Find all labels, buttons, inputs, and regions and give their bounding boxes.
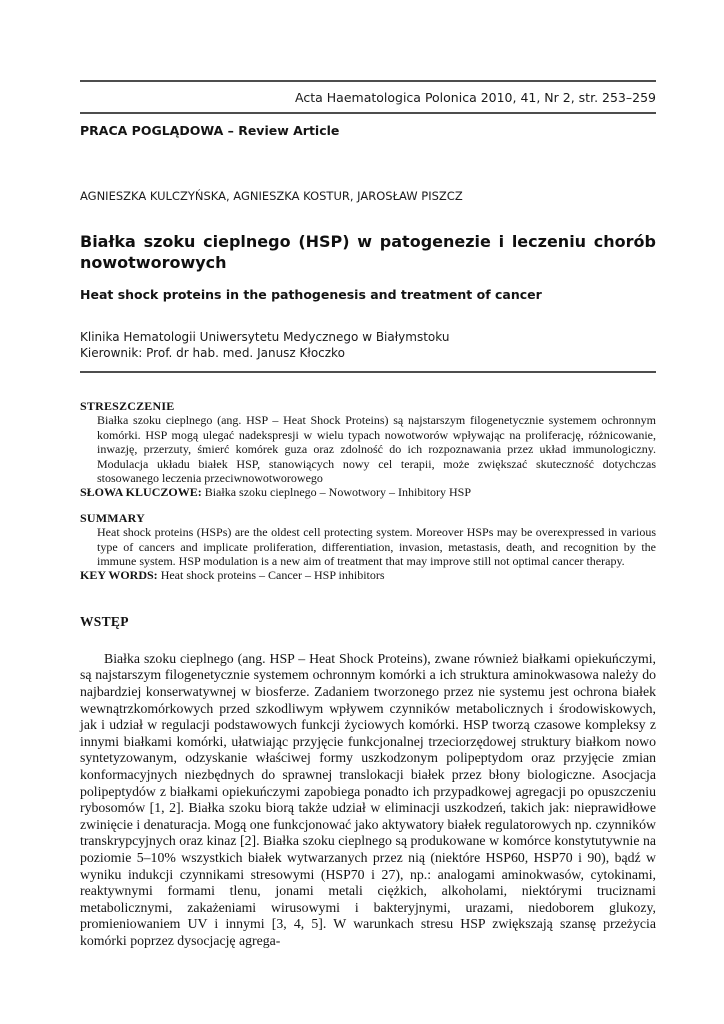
abstract-pl-body: Białka szoku cieplnego (ang. HSP – Heat Shock Proteins) są najstarszym filogenetycznie systemem ochronnym komórki. HSP mogą ulegać nadekspresji w wielu typach nowotworów wpływając na proliferację, różnicowanie, inwazję, przerzuty, śmierć komórek guza oraz zdolność do ich rozpoznawania przez układ immunologiczny. Modulacja układu białek HSP, stanowiących nowy cel terapii, może zwiększać skuteczność dotychczas stosowanego leczenia przeciwnowotworowego	[97, 413, 656, 486]
abstract-en-keywords-label: KEY WORDS:	[80, 568, 158, 583]
intro-paragraph: Białka szoku cieplnego (ang. HSP – Heat Shock Proteins), zwane również białkami opiekuńczymi, są najstarszym filogenetycznie systemem ochronnym komórki a ich struktura aminokwasowa należy do najbardziej konserwatywnej w biosferze. Zadaniem tworzonego przez nie systemu jest ochrona białek wewnątrzkomórkowych przed szkodliwym wpływem czynników metabolicznych i środowiskowych, jak i udział w regulacji podstawowych funkcji życiowych komórki. HSP tworzą czasowe kompleksy z innymi białkami komórki, ułatwiając przyjęcie funkcjonalnej trzeciorzędowej struktury białkom nowo syntetyzowanym, odzyskanie właściwej formy uszkodzonym polipeptydom oraz przyjęcie zmian konformacyjnych niezbędnych do sprawnej translokacji białek przez błony biologiczne. Asocjacja polipeptydów z białkami opiekuńczymi zapobiega ponadto ich przypadkowej agregacji po opuszczeniu rybosomów [1, 2]. Białka szoku biorą także udział w eliminacji uszkodzeń, takich jak: nieprawidłowe zwinięcie i denaturacja. Mogą one funkcjonować jako aktywatory białek regulatorowych np. czynników transkrypcyjnych oraz kinaz [2]. Białka szoku cieplnego są produkowane w komórce konstytutywnie na poziomie 5–10% wszystkich białek wytwarzanych przez nią (niektóre HSP60, HSP70 i 90), bądź w wyniku indukcji czynnikami stresowymi (HSP70 i 27), np.: analogami aminokwasów, cytokinami, reaktywnymi formami tlenu, jonami metali ciężkich, alkoholami, niektórymi truciznami metabolicznymi, zakażeniami wirusowymi i bakteryjnymi, urazami, niedoborem glukozy, promieniowaniem UV i innymi [3, 4, 5]. W warunkach stresu HSP zwiększają szansę przeżycia komórki poprzez dysocjację agrega-	[80, 650, 656, 948]
page-content	[80, 0, 656, 950]
abstract-en-heading: SUMMARY	[80, 510, 145, 525]
affiliation-rule	[80, 371, 656, 373]
article-title-pl-line2: nowotworowych	[80, 253, 227, 272]
affiliation-line: Klinika Hematologii Uniwersytetu Medycznego w Białymstoku	[80, 330, 450, 344]
affiliation-head-line: Kierownik: Prof. dr hab. med. Janusz Kłoczko	[80, 345, 345, 360]
affiliation-block	[80, 330, 656, 361]
article-title-pl	[80, 231, 656, 273]
abstract-pl-heading: STRESZCZENIE	[80, 399, 175, 413]
abstract-pl-keywords-text: Białka szoku cieplnego – Nowotwory – Inhibitory HSP	[201, 485, 472, 500]
article-type-label: PRACA POGLĄDOWA – Review Article	[80, 123, 340, 138]
abstract-english	[80, 511, 656, 583]
article-title-en: Heat shock proteins in the pathogenesis and treatment of cancer	[80, 287, 542, 302]
abstract-en-keywords	[80, 568, 656, 582]
journal-citation: Acta Haematologica Polonica 2010, 41, Nr 2, str. 253–259	[295, 90, 656, 105]
authors-line: AGNIESZKA KULCZYŃSKA, AGNIESZKA KOSTUR, JAROSŁAW PISZCZ	[80, 189, 463, 203]
abstract-polish	[80, 399, 656, 500]
abstract-pl-keywords	[80, 485, 656, 499]
abstract-pl-keywords-label: SŁOWA KLUCZOWE:	[80, 485, 202, 500]
abstract-en-body: Heat shock proteins (HSPs) are the oldest cell protecting system. Moreover HSPs may be overexpressed in various type of cancers and implicate proliferation, differentiation, invasion, metastasis, death, and recognition by the immune system. HSP modulation is a new aim of treatment that may improve still not optimal cancer therapy.	[97, 525, 656, 569]
article-title-pl-line1: Białka szoku cieplnego (HSP) w patogenezie i leczeniu chorób	[80, 232, 656, 251]
abstract-en-keywords-text: Heat shock proteins – Cancer – HSP inhibitors	[157, 568, 385, 583]
intro-section-heading: WSTĘP	[80, 613, 129, 629]
